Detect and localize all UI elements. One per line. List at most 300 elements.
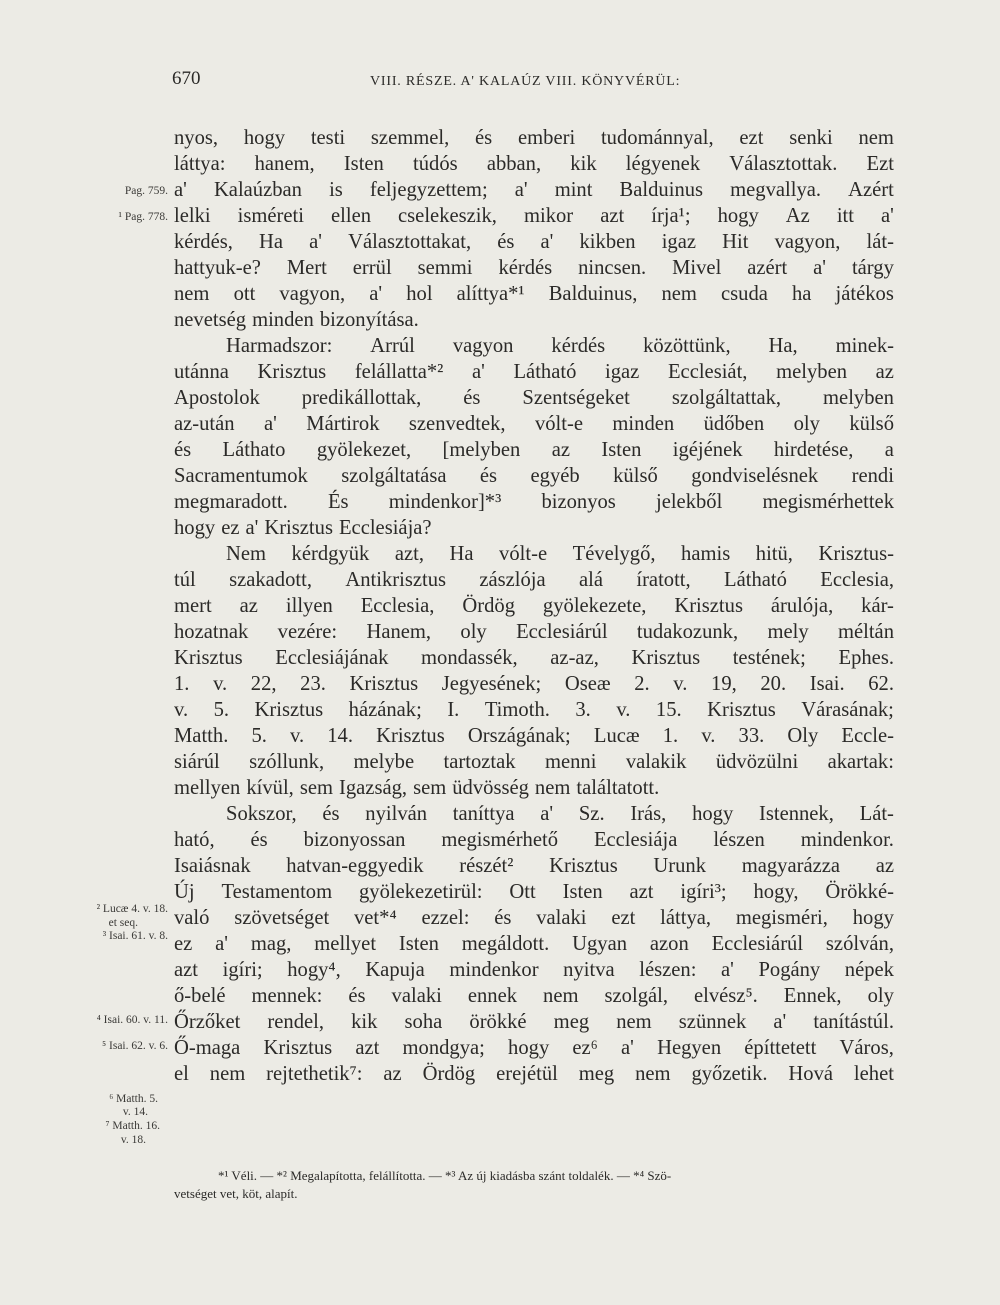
word: rendi	[851, 465, 894, 487]
word: melyben	[776, 361, 848, 383]
text-line	[174, 983, 894, 1009]
word: ennek	[467, 985, 518, 1007]
word: Ecclesiát,	[667, 361, 748, 383]
word: Isten	[343, 153, 384, 175]
word: mindenkor	[449, 959, 539, 981]
word: Isaiásnak	[174, 855, 251, 877]
word: ez	[174, 933, 193, 955]
margin-note: Pag. 759.	[124, 185, 168, 197]
word: lehet	[853, 1063, 894, 1085]
word: való	[174, 907, 210, 929]
running-head: VIII. RÉSZE. A' KALAÚZ VIII. KÖNYVÉRÜL:	[370, 74, 681, 89]
word: igaz	[605, 361, 640, 383]
word: minden	[612, 413, 675, 435]
word: hozatnak	[174, 621, 249, 643]
word: Hit	[722, 231, 749, 253]
word: v.	[213, 673, 228, 695]
word: Ha	[259, 231, 284, 253]
word: Ecclesia,	[820, 569, 894, 591]
margin-note: ⁵ Isai. 62. v. 6.	[102, 1040, 168, 1052]
word: hamis	[681, 543, 731, 565]
word: Ephes.	[838, 647, 894, 669]
word: illyen	[285, 595, 333, 617]
word: Arrúl	[370, 335, 415, 357]
word: a'	[264, 413, 277, 435]
word: kikben	[579, 231, 636, 253]
word: rendel,	[267, 1011, 325, 1033]
word: semmi	[417, 257, 473, 279]
word: Krisztus	[674, 595, 743, 617]
word: a'	[721, 959, 734, 981]
word: Az	[785, 205, 810, 227]
text-line	[174, 385, 894, 411]
word: az-az,	[550, 647, 599, 669]
word: a'	[309, 231, 323, 253]
word: akartak:	[827, 751, 894, 773]
word: soha	[404, 1011, 443, 1033]
word: mennek:	[251, 985, 323, 1007]
word: gyölekezet,	[316, 439, 412, 461]
word: a'	[813, 257, 827, 279]
word: és	[250, 829, 268, 851]
word: gyölekezete,	[542, 595, 647, 617]
word: Nem	[226, 543, 267, 565]
text-line	[174, 177, 894, 203]
word: kár-	[861, 595, 894, 617]
word: kérdés,	[174, 231, 233, 253]
word: Isai.	[809, 673, 845, 695]
word: tudakozunk,	[636, 621, 739, 643]
word: és	[463, 387, 481, 409]
word: hanem,	[254, 153, 315, 175]
margin-note: ² Lucæ 4. v. 18.	[96, 903, 168, 915]
word: a'	[881, 205, 894, 227]
word: mondgya;	[402, 1037, 485, 1059]
word: Kapuja	[365, 959, 425, 981]
word: 33.	[738, 725, 765, 747]
word: errül	[352, 257, 392, 279]
word: árulója,	[770, 595, 834, 617]
word: Eccle-	[841, 725, 894, 747]
word: hogy	[174, 517, 216, 539]
word: Tévelygő,	[572, 543, 656, 565]
word: Isten	[601, 439, 642, 461]
word: szünnek	[678, 1011, 747, 1033]
word: ezt	[739, 127, 764, 149]
margin-note: et seq.	[108, 917, 138, 929]
word: Igazság,	[339, 777, 408, 799]
word: Látható	[724, 569, 787, 591]
word: Krisztus	[631, 647, 701, 669]
word: Krisztus	[254, 699, 324, 721]
word: Pogány	[758, 959, 821, 981]
word: valaki	[536, 907, 587, 929]
word: azt	[600, 205, 625, 227]
word: taníttya	[452, 803, 515, 825]
word: megáldott.	[461, 933, 550, 955]
word: utánna	[174, 361, 229, 383]
word: az	[875, 361, 894, 383]
word: hogy	[692, 803, 734, 825]
word: Irás,	[630, 803, 667, 825]
text-line	[174, 697, 894, 723]
word: Új	[174, 881, 195, 903]
word: tartoztak	[443, 751, 516, 773]
text-line	[174, 411, 894, 437]
footnote-line: *¹ Véli. — *² Megalapította, felállította. — *³ Az új kiadásba szánt toldalék. — *⁴ Szö-	[218, 1168, 672, 1183]
word: részét²	[459, 855, 514, 877]
body-text	[174, 125, 894, 1087]
word: feljegyzettem;	[369, 179, 488, 201]
word: a'	[540, 231, 554, 253]
word: szólván,	[825, 933, 894, 955]
word: hattyuk-e?	[174, 257, 261, 279]
word: valakik	[625, 751, 687, 773]
word: lát-	[866, 231, 894, 253]
word: Hová	[788, 1063, 834, 1085]
text-line	[174, 1061, 894, 1087]
word: a'	[773, 1011, 787, 1033]
word: Isten	[562, 881, 603, 903]
word: ezt	[611, 907, 636, 929]
word: ez	[221, 517, 240, 539]
text-line	[174, 645, 894, 671]
word: senki	[789, 127, 833, 149]
word: légyenek	[625, 153, 701, 175]
word: üdőben	[703, 413, 765, 435]
word: nem	[534, 777, 571, 799]
text-line	[174, 515, 894, 541]
text-line	[174, 125, 894, 151]
text-line	[174, 567, 894, 593]
word: Apostolok	[174, 387, 260, 409]
word: Ördög	[462, 595, 515, 617]
word: külső	[849, 413, 894, 435]
word: Kalaúzban	[213, 179, 302, 201]
word: a	[884, 439, 894, 461]
word: Szentségeket	[522, 387, 630, 409]
word: közöttünk,	[643, 335, 731, 357]
word: Hanem,	[366, 621, 432, 643]
word: mellyen	[174, 777, 241, 799]
text-line	[174, 957, 894, 983]
page-number: 670	[172, 68, 201, 89]
word: nyilván	[365, 803, 428, 825]
word: Választottak.	[729, 153, 838, 175]
word: Timoth.	[484, 699, 550, 721]
word: szakadott,	[229, 569, 312, 591]
word: Ugyan	[572, 933, 628, 955]
word: a'	[174, 179, 187, 201]
word: hatvan-eggyedik	[286, 855, 424, 877]
word: 3.	[575, 699, 591, 721]
word: mondassék,	[421, 647, 518, 669]
margin-note: ⁷ Matth. 16.	[105, 1120, 160, 1132]
word: Mivel	[672, 257, 722, 279]
word: a'	[471, 361, 485, 383]
word: szolgál,	[604, 985, 668, 1007]
text-line	[174, 827, 894, 853]
word: megvallya.	[730, 179, 822, 201]
word: Balduinus,	[548, 283, 638, 305]
word: 1.	[174, 673, 190, 695]
word: szemmel,	[370, 127, 450, 149]
word: és	[174, 439, 192, 461]
text-line	[174, 879, 894, 905]
word: Várasának;	[801, 699, 894, 721]
word: hogy	[852, 907, 894, 929]
text-line	[174, 931, 894, 957]
word: bizonyossan	[303, 829, 406, 851]
word: lelki	[174, 205, 211, 227]
word: hogy	[508, 1037, 550, 1059]
text-line	[174, 619, 894, 645]
word: 23.	[300, 673, 326, 695]
word: kérdgyük	[291, 543, 370, 565]
word: Mert	[286, 257, 327, 279]
word: nem	[543, 985, 579, 1007]
margin-note: ¹ Pag. 778.	[118, 211, 168, 223]
word: 5.	[251, 725, 267, 747]
word: itt	[836, 205, 854, 227]
word: oly	[793, 413, 820, 435]
word: Antikrisztus	[345, 569, 447, 591]
word: Ecclesiája?	[338, 517, 432, 539]
word: ő-belé	[174, 985, 226, 1007]
word: megmaradott.	[174, 491, 288, 513]
word: azt	[355, 1037, 380, 1059]
text-line	[174, 333, 894, 359]
word: nincsen.	[578, 257, 647, 279]
word: találtatott.	[576, 777, 660, 799]
word: építtetett	[744, 1037, 817, 1059]
text-line	[174, 255, 894, 281]
word: testi	[310, 127, 346, 149]
word: és	[348, 985, 366, 1007]
word: íratott,	[636, 569, 691, 591]
footnote-line: vetséget vet, köt, alapít.	[174, 1186, 298, 1201]
margin-note: v. 14.	[122, 1106, 148, 1118]
word: mindenkor]*³	[388, 491, 502, 513]
word: Krisztus-	[818, 543, 894, 565]
word: Ecclesiájának	[275, 647, 389, 669]
word: Ha	[449, 543, 474, 565]
word: mellyet	[314, 933, 377, 955]
word: És	[327, 491, 349, 513]
word: alá	[579, 569, 604, 591]
word: I.	[447, 699, 460, 721]
word: vagyon,	[279, 283, 346, 305]
text-line	[174, 437, 894, 463]
word: Ecclesia,	[360, 595, 435, 617]
word: Krisztus	[376, 725, 445, 747]
word: Sacramentumok	[174, 465, 308, 487]
word: gondviselésnek	[691, 465, 819, 487]
word: tudománnyal,	[600, 127, 714, 149]
word: oly	[867, 985, 894, 1007]
word: Krisztus	[174, 647, 243, 669]
word: Ő-maga	[174, 1037, 241, 1059]
word: menni	[544, 751, 597, 773]
word: emberi	[517, 127, 576, 149]
word: nem	[661, 283, 697, 305]
word: v.	[174, 699, 189, 721]
text-line	[174, 281, 894, 307]
word: bizonyos	[541, 491, 616, 513]
word: házának;	[348, 699, 422, 721]
word: nyos,	[174, 127, 219, 149]
word: az	[875, 855, 894, 877]
word: Ecclesiája	[593, 829, 678, 851]
word: szövetséget	[234, 907, 330, 929]
word: Isten	[398, 933, 439, 955]
word: azért	[747, 257, 788, 279]
word: nem	[174, 283, 210, 305]
word: külső	[613, 465, 658, 487]
margin-note: ³ Isai. 61. v. 8.	[102, 930, 168, 942]
word: 14.	[327, 725, 353, 747]
word: játékos	[835, 283, 894, 305]
word: láttya,	[660, 907, 712, 929]
word: és	[497, 231, 515, 253]
word: igíri;	[222, 959, 263, 981]
word: jelekből	[655, 491, 723, 513]
text-line	[174, 801, 894, 827]
word: el	[174, 1063, 189, 1085]
word: sem	[413, 777, 447, 799]
word: meg	[553, 1011, 590, 1033]
word: v.	[673, 673, 688, 695]
word: vólt-e	[499, 543, 548, 565]
word: megismérhető	[441, 829, 559, 851]
word: 1.	[662, 725, 679, 747]
word: gyölekezetirül:	[359, 881, 483, 903]
word: 15.	[655, 699, 682, 721]
word: sem	[299, 777, 334, 799]
text-line	[174, 463, 894, 489]
text-line	[174, 1035, 894, 1061]
word: Ott	[509, 881, 536, 903]
word: 19,	[711, 673, 737, 695]
word: magyarázza	[741, 855, 841, 877]
word: mely	[767, 621, 809, 643]
word: v.	[701, 725, 716, 747]
text-line	[174, 671, 894, 697]
word: megisméri,	[735, 907, 828, 929]
word: ellen	[330, 205, 372, 227]
word: a'	[540, 803, 554, 825]
word: azt	[174, 959, 199, 981]
word: Város,	[839, 1037, 894, 1059]
word: Oseæ	[564, 673, 611, 695]
word: Országának;	[467, 725, 571, 747]
word: Hegyen	[657, 1037, 722, 1059]
word: 20.	[760, 673, 787, 695]
word: [melyben	[442, 439, 521, 461]
word: Ecclesiárúl	[516, 621, 608, 643]
word: nem	[209, 1063, 246, 1085]
word: kérdés	[498, 257, 553, 279]
margin-note: v. 18.	[120, 1134, 146, 1146]
word: győzetik.	[691, 1063, 768, 1085]
word: örökké	[469, 1011, 527, 1033]
word: kívül,	[246, 777, 294, 799]
margin-note: ⁴ Isai. 60. v. 11.	[96, 1014, 168, 1026]
word: mag,	[250, 933, 292, 955]
word: testének;	[732, 647, 806, 669]
word: lészen	[713, 829, 765, 851]
word: mikor	[523, 205, 574, 227]
word: szolgáltatása	[341, 465, 447, 487]
word: alíttya*¹	[456, 283, 525, 305]
word: ezzel:	[421, 907, 470, 929]
word: siárúl	[174, 751, 220, 773]
word: ható,	[174, 829, 215, 851]
word: hol	[406, 283, 433, 305]
word: hogy	[717, 205, 759, 227]
word: nem	[635, 1063, 671, 1085]
word: Őrzőket	[174, 1011, 241, 1033]
word: 5.	[213, 699, 230, 721]
word: nyitva	[563, 959, 615, 981]
word: kik	[570, 153, 597, 175]
word: cselekeszik,	[398, 205, 497, 227]
word: nevetség	[174, 309, 247, 331]
word: kik	[351, 1011, 378, 1033]
word: Látható	[513, 361, 577, 383]
text-line	[174, 203, 894, 229]
page-header	[0, 68, 1000, 98]
word: Választottakat,	[348, 231, 472, 253]
word: meg	[578, 1063, 615, 1085]
word: szolgáltattak,	[671, 387, 782, 409]
word: hogy	[243, 127, 286, 149]
text-line	[174, 749, 894, 775]
text-line	[174, 307, 894, 333]
word: üdvözülni	[715, 751, 799, 773]
word: azt	[629, 881, 654, 903]
word: a'	[514, 179, 528, 201]
word: Sz.	[578, 803, 605, 825]
word: Láthato	[222, 439, 286, 461]
word: predikállottak,	[301, 387, 422, 409]
word: Istennek,	[758, 803, 834, 825]
word: csuda	[721, 283, 768, 305]
word: mint	[554, 179, 593, 201]
text-line	[174, 1009, 894, 1035]
word: vezére:	[277, 621, 338, 643]
word: nem	[616, 1011, 652, 1033]
word: a'	[369, 283, 383, 305]
word: azon	[649, 933, 689, 955]
word: felállatta*²	[354, 361, 444, 383]
word: is	[329, 179, 343, 201]
text-line	[174, 593, 894, 619]
word: üdvösség	[452, 777, 529, 799]
text-line	[174, 775, 894, 801]
word: vólt-e	[534, 413, 583, 435]
word: mindenkor.	[800, 829, 894, 851]
word: szóllunk,	[249, 751, 325, 773]
word: nem	[858, 127, 894, 149]
word: Azért	[848, 179, 894, 201]
word: 2.	[634, 673, 650, 695]
word: rejtethetik⁷:	[266, 1063, 363, 1085]
word: Ha,	[768, 335, 798, 357]
word: melyben	[823, 387, 894, 409]
word: lészen:	[639, 959, 697, 981]
word: Lát-	[859, 803, 894, 825]
